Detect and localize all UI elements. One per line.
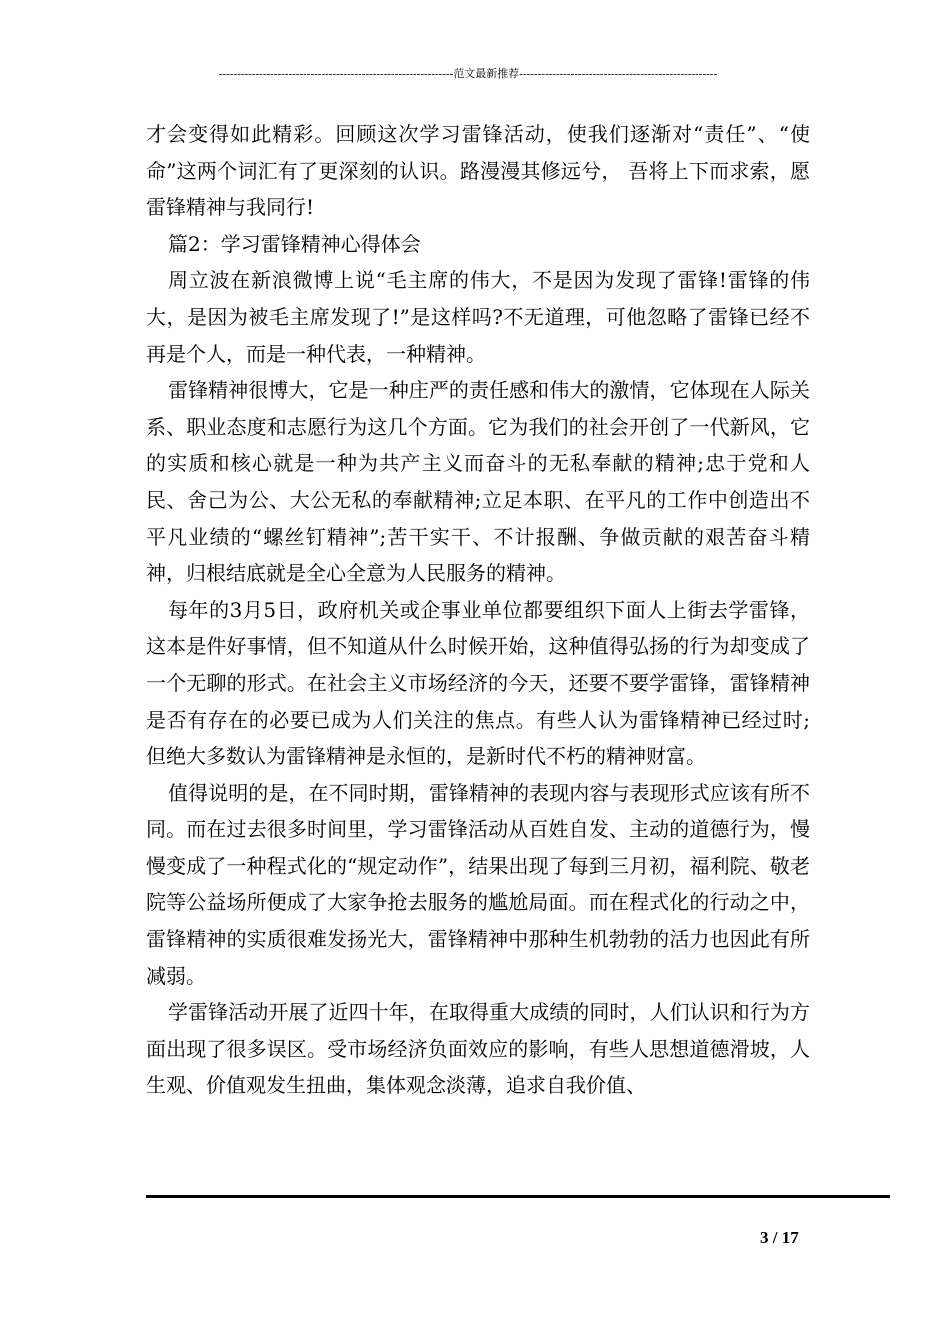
section-heading: 篇2：学习雷锋精神心得体会 bbox=[168, 231, 421, 256]
paragraph: 每年的3月5日，政府机关或企事业单位都要组织下面人上街去学雷锋，这本是件好事情，但不知道从什么时候开始，这种值得弘扬的行为却变成了一个无聊的形式。在社会主义市场经济的今天，还要不要学雷锋，雷锋精神是否有存在的必要已成为人们关注的焦点。有些人认为雷锋精神已经过时;但绝大多数认为雷锋精神是永恒的，是新时代不朽的精神财富。 bbox=[146, 597, 810, 769]
paragraph: 值得说明的是，在不同时期，雷锋精神的表现内容与表现形式应该有所不同。而在过去很多时间里，学习雷锋活动从百姓自发、主动的道德行为，慢慢变成了一种程式化的“规定动作”，结果出现了每到三月初，福利院、敬老院等公益场所便成了大家争抢去服务的尴尬局面。而在程式化的行动之中，雷锋精神的实质很难发扬光大，雷锋精神中那种生机勃勃的活力也因此有所减弱。 bbox=[146, 780, 810, 988]
paragraph-continuation: 才会变得如此精彩。回顾这次学习雷锋活动，使我们逐渐对“责任”、“使命”这两个词汇有了更深刻的认识。路漫漫其修远兮， 吾将上下而求索，愿雷锋精神与我同行! bbox=[146, 122, 810, 220]
paragraph: 周立波在新浪微博上说“毛主席的伟大，不是因为发现了雷锋!雷锋的伟大，是因为被毛主席发现了!”是这样吗?不无道理，可他忽略了雷锋已经不再是个人，而是一种代表，一种精神。 bbox=[146, 268, 810, 366]
document-body bbox=[146, 116, 810, 1104]
paragraph: 雷锋精神很博大，它是一种庄严的责任感和伟大的激情，它体现在人际关系、职业态度和志愿行为这几个方面。它为我们的社会开创了一代新风，它的实质和核心就是一种为共产主义而奋斗的无私奉献的精神;忠于党和人民、舍己为公、大公无私的奉献精神;立足本职、在平凡的工作中创造出不平凡业绩的“螺丝钉精神”;苦干实干、不计报酬、争做贡献的艰苦奋斗精神，归根结底就是全心全意为人民服务的精神。 bbox=[146, 378, 810, 586]
page-header: ----------------------------------------------------------------范文最新推荐------------------------------------------------------ bbox=[218, 68, 718, 80]
page-number: 3 / 17 bbox=[760, 1228, 799, 1247]
footer-divider bbox=[146, 1195, 890, 1199]
paragraph: 学雷锋活动开展了近四十年，在取得重大成绩的同时，人们认识和行为方面出现了很多误区。受市场经济负面效应的影响，有些人思想道德滑坡，人生观、价值观发生扭曲，集体观念淡薄，追求自我价值、 bbox=[146, 1000, 810, 1098]
